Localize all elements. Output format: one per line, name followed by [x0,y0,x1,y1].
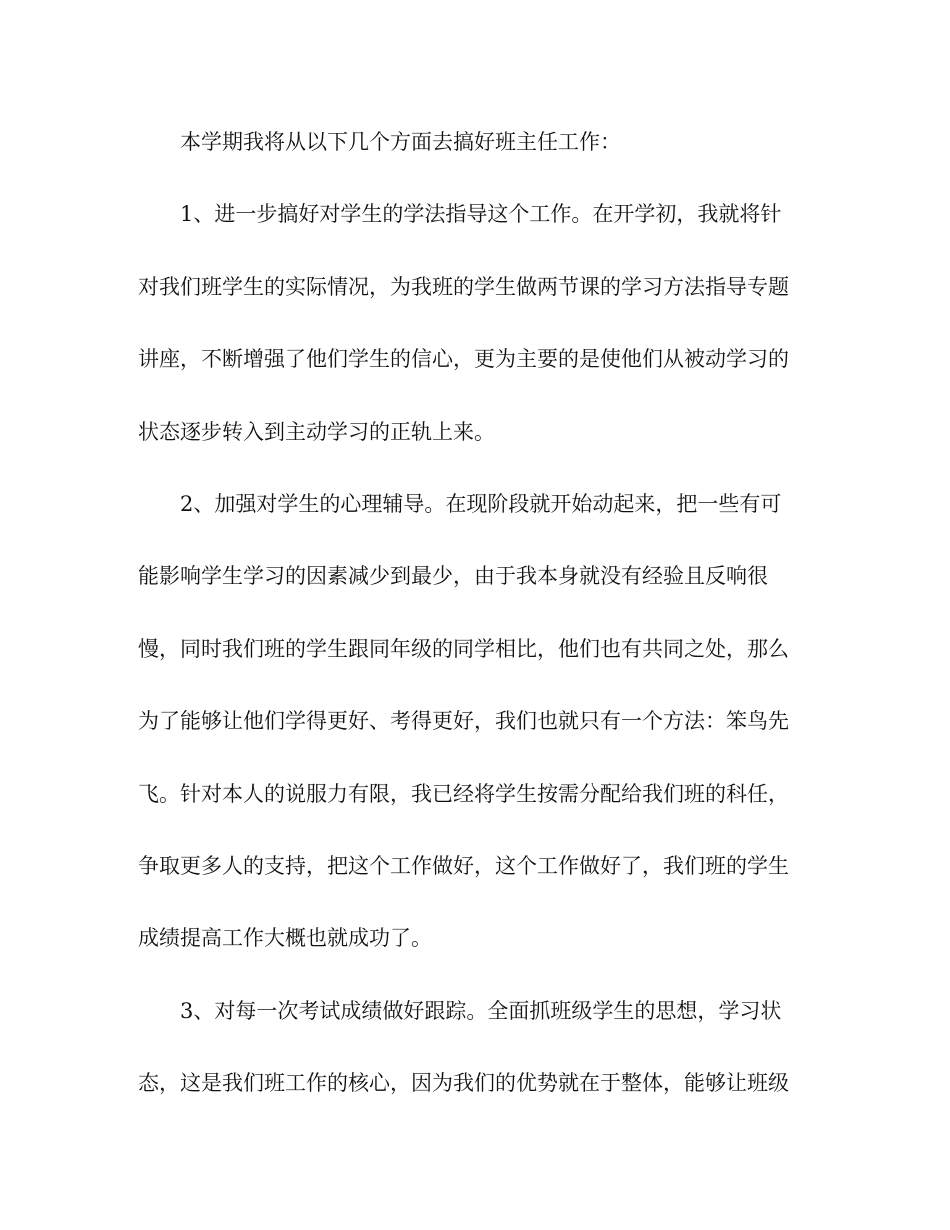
text-line: 争取更多人的支持，把这个工作做好，这个工作做好了，我们班的学生 [138,853,789,878]
text-line: 对我们班学生的实际情况，为我班的学生做两节课的学习方法指导专题 [138,274,789,299]
paragraph-2-line-1 [138,190,814,238]
text-line: 状态逐步转入到主动学习的正轨上来。 [138,419,495,444]
paragraph-2-line-4 [138,408,814,456]
paragraph-2-line-2 [138,263,814,311]
paragraph-3-line-5 [138,770,814,818]
paragraph-4-line-1 [138,987,814,1035]
paragraph-1-line-1 [138,118,814,166]
text-line: 飞。针对本人的说服力有限，我已经将学生按需分配给我们班的科任， [138,781,789,806]
paragraph-2-line-3 [138,335,814,383]
text-line: 成绩提高工作大概也就成功了。 [138,926,432,951]
paragraph-3-line-7 [138,914,814,962]
paragraph-3-line-2 [138,552,814,600]
text-line: 1、进一步搞好对学生的学法指导这个工作。在开学初，我就将针 [180,202,782,227]
paragraph-3-line-4 [138,697,814,745]
document-body [138,118,814,1131]
text-line: 本学期我将从以下几个方面去搞好班主任工作： [180,130,621,154]
text-line: 为了能够让他们学得更好、考得更好，我们也就只有一个方法：笨鸟先 [138,709,789,734]
text-line: 讲座，不断增强了他们学生的信心，更为主要的是使他们从被动学习的 [138,347,789,372]
text-line: 慢，同时我们班的学生跟同年级的同学相比，他们也有共同之处，那么 [138,636,789,661]
text-line: 态，这是我们班工作的核心，因为我们的优势就在于整体，能够让班级 [138,1071,789,1096]
text-line: 2、加强对学生的心理辅导。在现阶段就开始动起来，把一些有可 [180,491,782,516]
paragraph-3-line-3 [138,625,814,673]
paragraph-4-line-2 [138,1059,814,1107]
paragraph-3-line-1 [138,480,814,528]
paragraph-3-line-6 [138,842,814,890]
text-line: 能影响学生学习的因素减少到最少，由于我本身就没有经验且反响很 [138,564,768,589]
text-line: 3、对每一次考试成绩做好跟踪。全面抓班级学生的思想，学习状 [180,998,782,1023]
